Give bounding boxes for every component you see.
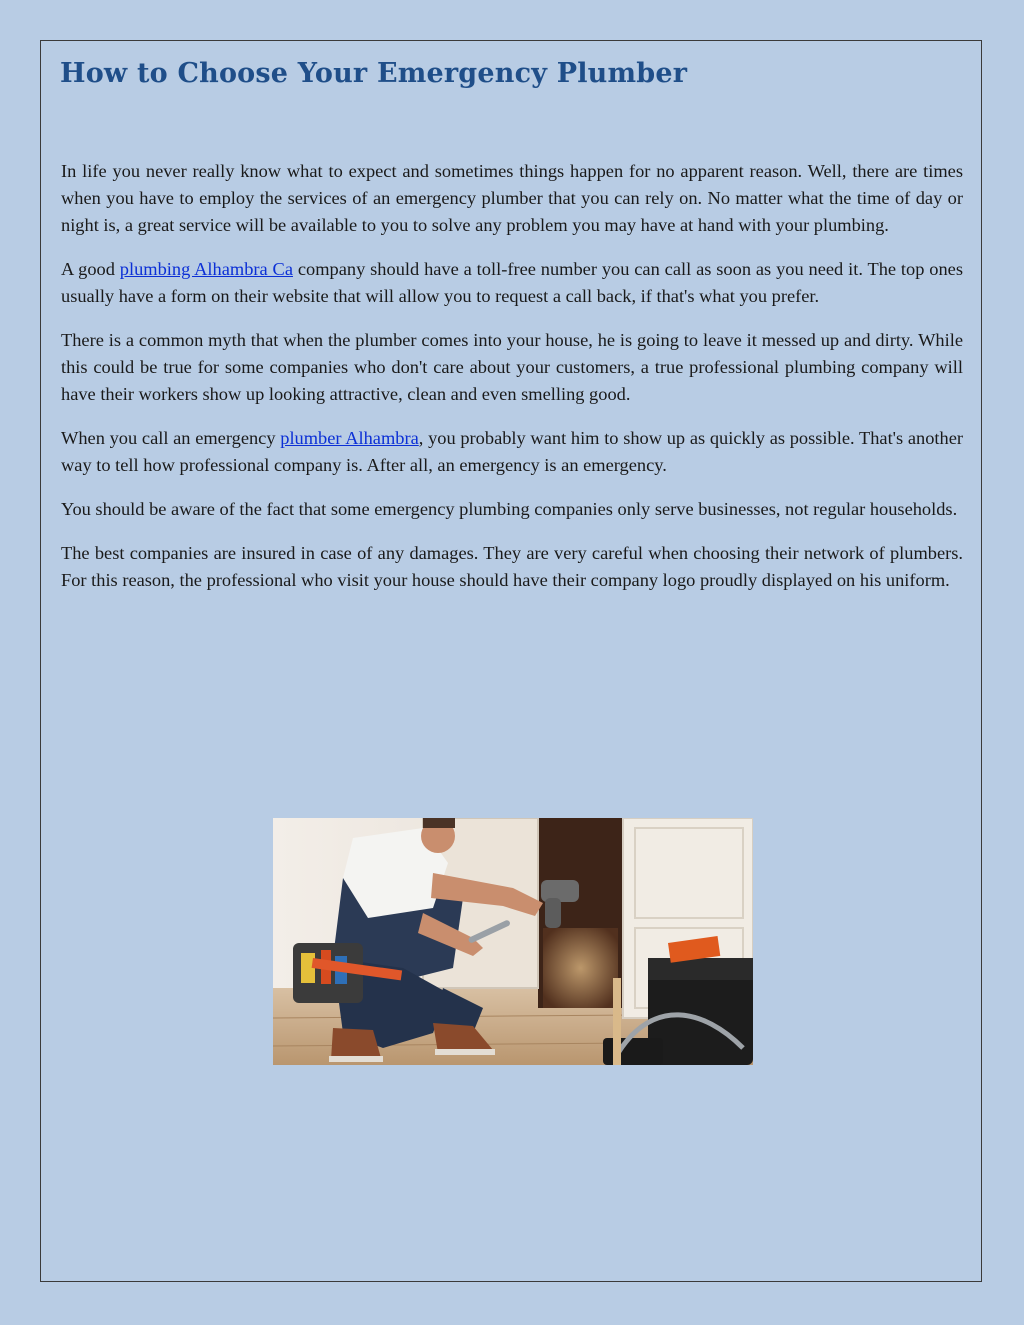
paragraph-businesses: You should be aware of the fact that some emergency plumbing companies only serve businesses, not regular households. [61,499,958,519]
paragraph-myth: There is a common myth that when the plumber comes into your house, he is going to leave it messed up and dirty. While this could be true for some companies who don't care about your customers, a true professional plumbing company will have their workers show up looking attractive, clean and even smelling good. [61,330,963,404]
paragraph-text: A good [61,259,120,279]
paragraph-text: , you probably want him to show up as quickly as possible. That's another way to tell how professional company is. After all, an emergency is an emergency. [61,428,963,475]
paragraph-quick-response [61,425,963,479]
plumbing-alhambra-ca-link[interactable]: plumbing Alhambra Ca [119,259,293,279]
paragraph-intro: In life you never really know what to expect and sometimes things happen for no apparent reason. Well, there are times when you have to employ the services of an emergency plumber that you can rely on. No matter what the time of day or night is, a great service will be available to you to solve any problem you may have at hand with your plumbing. [61,161,963,235]
paragraph-text: company should have a toll-free number you can call as soon as you need it. The top ones usually have a form on their website that will allow you to request a call back, if that's what you prefer. [61,259,963,306]
paragraph-text: When you call an emergency [61,428,281,448]
paragraph-insured: The best companies are insured in case of any damages. They are very careful when choosing their network of plumbers. For this reason, the professional who visit your house should have their company logo proudly displayed on his uniform. [61,543,963,590]
article-title: How to Choose Your Emergency Plumber [60,58,688,89]
plumber-photo [273,818,753,1065]
plumber-alhambra-link[interactable]: plumber Alhambra [280,428,419,448]
article-body [61,158,963,611]
paragraph-toll-free [61,256,963,310]
